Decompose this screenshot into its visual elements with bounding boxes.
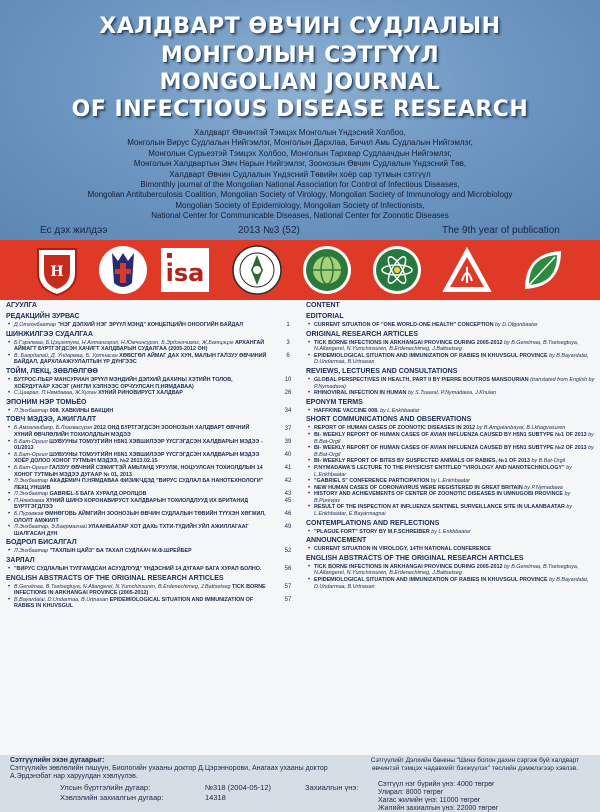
toc-page-number: 40 [284,452,292,458]
section-heading: ENGLISH ABSTRACTS OF THE ORIGINAL RESEARCH ARTICLES [306,554,524,562]
publisher-line: National Center for Communicable Diseases, National Center for Zoonotic Diseases [151,211,449,221]
toc-title: EPIDEMIOLOGICAL SITUATION AND IMMUNIZATION OF RABIES IN KHUVSGUL PROVINCE [314,352,548,359]
toc-title: HAFFKINE VACCINE 008. [314,407,379,414]
cover-credit [10,757,350,781]
toc-author: Л.Энхбаатар, Э.Баярмагнай [14,524,87,531]
toc-author: Б.Гэрэлмаа, Б.Цэцэгтуяа, Н.Алтангэрэл, Н.Юмчинсүрэн, Б.Эрдэнэчимэг, Ж.Батцэцэг [14,339,234,346]
title-mn-line-2: МОНГОЛЫН СЭТГҮҮЛ [160,43,440,68]
publisher-line: Монголын Сүрьеэтэй Тэмцэх Холбоо, Монголын Тархвар Судлаачдын Нийгэмлэг, [148,148,452,158]
toc-title: "ВИРУС СУДЛАЛЫН ТУЛГАМДСАН АСУУДЛУУД" ҮНДЭСНИЙ 14 ДҮГААР БАГА ХУРАЛ БОЛНО. [14,566,262,573]
cover-header [0,0,600,240]
section-heading: REVIEWS, LECTURES AND CONSULTATIONS [306,367,458,375]
toc-author: by B.Bat-Orgil [314,431,594,445]
toc-entry [306,425,596,432]
section-heading: SHORT COMMUNICATIONS AND OBSERVATIONS [306,416,472,424]
toc-title: HISTORY AND ACHIEVEMENTS OF CENTER OF ZOONOTIC DISEASES IN UMNUGOBI PROVINCE [314,491,563,498]
toc-title: АКАДЕМИЧ П.НЯМДАВАА ФИЗИКЧДЭД "ВИРУС СУДЛАЛ БА НАНОТЕХНОЛОГИ" ЛЕКЦ УНШИВ [14,478,264,491]
registration-value: №318 (2004-05-12) [205,783,272,792]
toc-author: Б.Амгаланбаяр, Б.Лхагвасүрэн [14,425,93,432]
toc-entry [306,478,596,485]
toc-entry [6,408,268,415]
toc-title: "НЭГ ДЭЛХИЙ НЭГ ЭРҮҮЛ МЭНД" КОНЦЕПЦИЙН ОНООГИЙН БАЙДАЛ [57,322,244,328]
svg-text:isa: isa [165,259,205,287]
toc-author: by L.Enkhbaatar [430,478,470,485]
publisher-line: Bimonthly journal of the Mongolian National Association for Control of Infectious Diseases, [140,180,460,190]
toc-title: REPORT OF HUMAN CASES OF ZOONOTIC DISEASES IN 2012 [314,425,476,432]
toc-title: NEW HUMAN CASES OF CORONAVIRUS WERE REGISTERED IN GREAT BRITAIN [314,484,523,491]
toc-author: by B.Amgalanbayar, B.Lkhagvasuren [476,425,566,432]
toc-entry [306,432,596,445]
toc-entry [6,566,268,573]
toc-title: 008. ХАВКИНЫ ВАКЦИН [49,407,114,414]
toc-page-number: 56 [284,566,292,572]
toc-page-number: 34 [284,408,292,414]
toc-title: АРХАНГАЙ АЙМАГТ БҮРТГЭГДСЭН ХАЧИГТ ХАЛДВАРЫН СУДАЛГАА (2005-2012 ОН) [14,339,265,353]
section-heading: ЭПОНИМ НЭР ТОМЬЁО [6,398,87,406]
toc-entry [306,340,596,353]
price-line: Жилийн захиалгын үнэ: 22000 төгрөг [378,805,499,812]
toc-title: ХҮНИЙ ШИНЭ КОРОНАВИРУСТ ХАЛДВАРЫН ТОХИОЛДЛУУД ИХ БРИТАНИД БҮРТГЭГДЛЭЭ [14,497,249,511]
publisher-line: Mongolian Antituberculosis Coalition, Mongolian Society of Virology, Mongolian Society of Immunology and Microbiology [87,190,513,200]
toc-entry [306,577,596,590]
warning-triangle-icon [440,243,494,297]
toc-page-number: 1 [286,322,290,328]
toc-page-number: 45 [284,498,292,504]
price-line: Хагас жилийн үнэ: 11000 төгрөг [378,797,481,804]
isa-logo-icon [158,243,212,297]
toc-entry [306,546,596,553]
page-number-spacer [274,311,302,322]
section-heading: РЕДАКЦИЙН ЗУРВАС [6,313,80,320]
section-heading: ШИНЖИЛГЭЭ СУДАЛГАА [6,330,93,338]
toc-title: GLOBAL PERSPECTIVES IN HEALTH, PART II BY PIERRE BOUTROS MANSOURIAN [314,376,529,383]
section-heading: EDITORIAL [306,313,344,320]
toc-entry [6,465,268,478]
page-number-spacer [274,329,302,340]
toc-page-number: 57 [284,584,292,590]
table-of-contents [0,300,600,755]
nccd-atom-seal-icon [370,243,424,297]
toc-title: TICK BORNE INFECTIONS IN ARKHANGAI PROVINCE (2005-2012) [14,583,266,597]
leaf-icon [515,243,569,297]
section-heading: БОДРОЛ БИСАЛГАЛ [6,539,77,547]
toc-entry [6,439,268,452]
toc-title: CURRENT SITUATION IN VIROLOGY, 14TH NATIONAL CONFERENCE [314,546,491,553]
page-number-spacer [274,415,302,426]
toc-author: B.Gerelmaa, B.Tsetsegtuya, N.Altangerel, N.Yumchinsuren, B.Erdenechimeg, J.Battsetseg [14,583,231,590]
toc-author: С.Цаарал, П.Нямдаваа, Ж.Хулан [14,390,97,397]
toc-entry [306,485,596,492]
toc-title: ШУВУУНЫ ТОМУУГИЙН H5N1 ХЭВШИЛЭЭР ҮҮСГЭГДСЭН ХАЛДВАРЫН МЭДЭЭ - 01/2013 [14,438,263,452]
section-heading: ORIGINAL RESEARCH ARTICLES [306,330,419,338]
toc-author: Л.Энхбаатар [14,548,49,555]
index-value: 14318 [205,793,226,802]
toc-entry [6,478,268,491]
section-heading: ТОВЧ МЭДЭЭ, АЖИГЛАЛТ [6,416,97,424]
toc-author: Б.Бат-Оргил [14,464,48,471]
section-heading: ЗАРЛАЛ [6,557,35,565]
toc-entry [6,584,268,597]
toc-author: by B.Bayardalai, D.Undarmaa, B.Urtnasan [314,577,589,590]
toc-author: Л.Энхбаатар [14,407,49,414]
toc-page-number: 41 [284,465,292,471]
toc-author: by L.Enkhbaatar, E.Bayarmagnai [314,504,573,518]
toc-entry [6,322,268,329]
subscription-label: Захиалгын үнэ: [305,783,359,792]
toc-entry [306,390,596,397]
toc-author: Б.Пүрэвжав [14,511,44,518]
publisher-line: Монголын Халдвартын Эмч Нарын Нийгэмлэг, Зоонозын Өвчин Судлалын Үндэсний Төв, [133,159,467,169]
toc-author: В. Баярдалай, Д. Ундармаа, Б. Уртнасан [14,352,118,359]
toc-entry [306,445,596,458]
toc-title: 2012 ОНД БҮРТГЭГДСЭН ЗООНОЗЫН ХАЛДВАРТ ӨВЧНИЙ ХҮНИЙ ӨВЧЛӨЛИЙН ТОХИОЛДЛЫН МЭДЭЭ [14,425,250,438]
toc-page-number: 52 [284,548,292,554]
title-mn-line-1: ХАЛДВАРТ ӨВЧИН СУДЛАЛЫН [99,14,501,39]
toc-page-number: 6 [286,353,290,359]
toc-entry [6,377,268,390]
price-line: Улирал: 8000 төгрөг [378,789,444,796]
registration-label: Улсын бүртгэлийн дугаар: [60,783,151,792]
page-number-spacer [274,397,302,408]
toc-entry [6,511,268,524]
toc-author: by B.Bayardalai, D.Undarmaa, B.Urtnasan [314,352,589,366]
toc-author: by B.Purevjav [314,491,571,504]
toc-entry [6,498,268,511]
toc-entry [6,340,268,353]
publisher-line: Халдварт Өвчин Судлалын Үндэсний Төвийн хоёр сар тутмын сэтгүүл [169,169,431,179]
toc-title: RESULT OF THE INSPECTION AT INFLUENZA SENTINEL SURVEILLANCE SITE IN ULAANBAATAR [314,504,565,511]
toc-title: ӨМНӨГОВЬ АЙМГИЙН ЗООНОЗЫН ӨВЧИН СУДЛАЛЫН ТӨВИЙН ТҮҮХЭН ХӨГЖИЛ, ОЛОЛТ АМЖИЛТ [14,511,266,524]
toc-title: TICK BORNE INFECTIONS IN ARKHANGAI PROVINCE DURING 2005-2012 [314,563,503,570]
page-number-spacer [274,537,302,548]
mongolian-society-round-seal-icon [230,243,284,297]
issue-number: 2013 №3 (52) [238,225,300,236]
toc-title: ГАЛЗУУ ӨВЧНИЙ СЭЖИГТЭЙ АМЬТАНД УРУУЛЖ, НОЦУУЛСАН ТОХИОЛДЛЫН 14 ХОНОГ ТУТМЫН МЭДЭЭ ДУГААР № 01, 2013 [14,464,263,478]
toc-title: GABRIEL-5 БАГА ХУРАЛД ОРОЛЦОВ [49,491,147,498]
toc-author: by P.Nymadawa [524,484,563,491]
toc-title: УЛААНБААТАР ХОТ ДАХЬ ТХТИ-ТҮДИЙН УЙЛ АЖИЛЛАГААГ ШАЛГАСАН ДҮН [14,524,249,537]
toc-title: "ТАХЛЫН ЦАЙЗ" БА ТАХАЛ СУДЛААЧ М.Ф.ШРЕЙБЕР [49,548,192,555]
toc-entry [6,524,268,537]
section-heading: ТОЙМ, ЛЕКЦ, ЗӨВЛӨЛГӨӨ [6,367,98,375]
mnacid-shield-icon [30,243,84,297]
toc-author: by L.Enkhbaatar [380,407,420,414]
toc-entry [306,458,596,465]
toc-author: Б.Бат-Оргил [14,438,48,445]
toc-title: ХҮНИЙ РИНОВИРУСТ ХАЛДВАР [98,390,183,397]
toc-page-number: 49 [284,524,292,530]
publisher-line: Монголын Вирус Судлалын Нийгэмлэг, Монголын Дархлаа, Бичил Амь Судлалын Нийгэмлэг, [127,138,473,148]
toc-author: by D.Otgonbaatar [495,322,538,328]
toc-entry [306,504,596,517]
toc-entry [6,548,268,555]
toc-title: EPIDEMIOLOGICAL SITUATION AND IMMUNIZATION OF RABIES IN KHUVSGUL PROVINCE [314,577,548,584]
toc-author: Б.Бат-Оргил [14,451,48,458]
year-mn: Ес дэх жилдээ [40,225,108,236]
toc-author: Д.Отгонбаатар [14,322,56,328]
toc-title: EPIDEMIOLOGICAL SITUATION AND IMMUNIZATION OF RABIES IN KHUVSGUL [14,596,254,610]
toc-title: BI- WEEKLY REPORT OF HUMAN CASES OF AVIAN INFLUENZA CAUSED BY H5N1 SUBTYPE №2 OF 2013 [314,445,587,452]
toc-author: (translated from English by P.Nymadava) [314,376,595,390]
toc-author: Л.Энхбаатар [14,478,49,485]
emblem-band [0,240,600,300]
antituberculosis-emblem-icon [96,243,150,297]
title-en-line-2: OF INFECTIOUS DISEASE RESEARCH [71,97,529,122]
year-en: The 9th year of publication [442,225,560,236]
contents-en-column [306,300,596,590]
toc-title: ШУВУУНЫ ТОМУУГИЙН H5N1 ХЭВШИЛЭЭР ҮҮСГЭГДСЭН ХАЛДВАРЫН МЭДЭЭ ХОЁР ДОЛОО ХОНОГ ТУТМЫН МЭДЭЭ, №2 2013.02.15 [14,451,260,465]
toc-title: ХӨВСГӨЛ АЙМАГ ДАХ ХУН, МАЛЫН ГАЛЗУУ ӨВЧИНИЙ БАЙДАЛ, ДАРХЛААЖУУЛАЛТЫН ҮР ДҮНГЭЭС [14,352,267,366]
toc-author: by B.Bat-Orgil [531,458,566,465]
toc-entry [306,377,596,390]
toc-author: by L.Enkhbaatar [314,464,572,478]
toc-page-number: 43 [284,491,292,497]
toc-entry [306,564,596,577]
cover-footer [0,755,600,812]
toc-page-number: 3 [286,340,290,346]
toc-author: by S.Tsaaral, P.Nymadawa, J.Khulan [407,390,497,397]
toc-page-number: 57 [284,597,292,603]
section-heading: CONTEMPLATIONS AND REFLECTIONS [306,519,440,527]
toc-entry [306,465,596,478]
page-number-spacer [274,366,302,377]
toc-entry [6,452,268,465]
toc-entry [306,322,596,329]
toc-entry [6,390,268,397]
toc-page-number: 37 [284,426,292,432]
page-number-spacer [274,300,302,311]
cover-credit-heading: Сэтгүүлийн эхэн дугаарыг: [10,757,105,764]
section-heading: АГУУЛГА [6,302,37,309]
toc-title: RHINOVIRAL INFECTION IN HUMAN [314,390,407,397]
section-heading: ENGLISH ABSTRACTS OF THE ORIGINAL RESEARCH ARTICLES [6,574,224,582]
toc-title: CURRENT SITUATION OF "ONE WORLD-ONE HEALTH" CONCEPTION [314,322,494,328]
toc-page-number: 46 [284,511,292,517]
toc-entry [6,491,268,498]
toc-title: BI- WEEKLY REPORT OF BITES BY SUSPECTED ANIMALS OF RABIES, №1 OF 2013 [314,458,530,465]
publisher-line: Халдварт Өвчинтэй Тэмцэх Монголын Үндэсний Холбоо, [194,128,406,137]
title-en-line-1: MONGOLIAN JOURNAL [159,70,441,95]
toc-entry [6,597,268,610]
section-heading: CONTENT [306,302,340,309]
toc-author: by B.Gerelmaa, B.Tsetsegtuya, N.Altangerel, N.Yumchinsuren, B.Erdenechimeg, J.Battsetseg [314,563,579,577]
toc-page-number: 26 [284,390,292,396]
toc-title: БУТРОС-ПЬЕР МАНСУРИАН ЭРҮҮЛ МЭНДИЙН ДЭЛХИЙ ДАХИНЫ ХЭТИЙН ТОЛОВ, ХОЁРДУГААР ХЭСЭГ (АНГЛИ ХЭЛНЭЭС ОРЧУУЛСАН П.НЯМДАВАА) [14,376,233,390]
cover-credit-text: Сэтгүүлийн зөвлөлийн гишүүн, Биологийн ухааны доктор Д.Цэрэннорови, Анагаах ухааны доктор А.Эрдэнэбат нар харуулдан хэвлүүлэв. [10,765,328,780]
publisher-line: Mongolian Society of Epidemiology, Mongolian Society of Infectionists, [175,200,425,210]
toc-entry [6,353,268,366]
funding-note: Сэтгүүлийг Дэлхийн банкны "Шинэ болон дахин сэргэж буй халдварт өвчинтэй тэмцэх чадавхийг бэхжүүлэх" төслийн дэмжлэгээр хэвлэв. [370,757,580,772]
green-globe-seal-icon [300,243,354,297]
toc-author: by B.Bat-Orgil [314,445,594,458]
toc-author: Л.Энхбаатар [14,491,49,498]
toc-entry [306,353,596,366]
section-heading: ANNOUNCEMENT [306,537,367,545]
toc-title: TICK BORNE INFECTIONS IN ARKHANGAI PROVINCE DURING 2005-2012 [314,339,503,346]
page-number-column [274,300,302,610]
toc-author: П.Нямдаваа [14,497,45,504]
toc-entry [306,408,596,415]
publisher-list [30,128,570,222]
toc-author: by L.Enkhbaatar [431,528,471,535]
toc-page-number: 39 [284,439,292,445]
toc-entry [6,425,268,438]
index-label: Хэвлэлийн захиалгын дугаар: [60,793,164,802]
toc-title: P.NYMADAWA'S LECTURE TO THE PHYSICIST ENTITLED "VIROLOGY AND NANOTECHNOLOGY" [314,464,565,471]
toc-title: BI- WEEKLY REPORT OF HUMAN CASES OF AVIAN INFLUENZA CAUSED BY H5N1 SUBTYPE №1 OF 2013 [314,431,587,438]
page-number-spacer [274,555,302,566]
toc-page-number: 42 [284,478,292,484]
price-line: Сэтгүүл нэг бүрийн үнэ: 4000 төгрөг [378,781,495,788]
page-number-spacer [274,573,302,584]
section-heading: EPONYM TERMS [306,398,363,406]
toc-title: "PLAGUE FORT" STORY BY M.F.SCHREIBER [314,528,430,535]
contents-mn-column [6,300,268,610]
svg-text:H: H [50,264,64,280]
toc-title: "GABRIEL 5" CONFERENCE PARTICIPATION [314,478,430,485]
toc-author: B.Bayardalai, D.Undarmaa, B.Urtnasan [14,596,109,603]
toc-entry [306,491,596,504]
toc-author: by B.Gerelmaa, B.Tsetsegtuya, N.Altangerel, N.Yumchinsuren, B.Erdenechimeg, J.Battsetseg [314,339,579,353]
toc-page-number: 10 [284,377,292,383]
toc-entry [306,529,596,536]
